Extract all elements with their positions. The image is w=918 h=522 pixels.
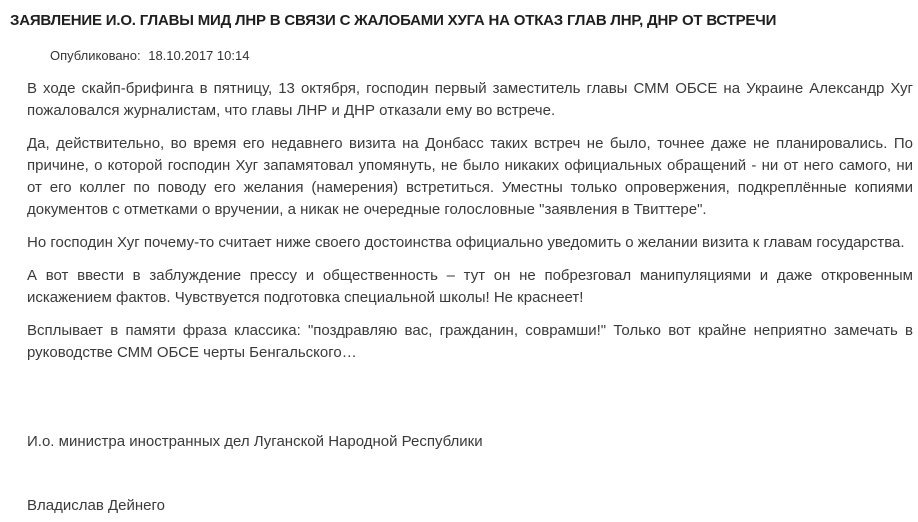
signature-role: И.о. министра иностранных дел Луганской Народной Республики bbox=[27, 433, 483, 450]
paragraph-2: Да, действительно, во время его недавнего визита на Донбасс таких встреч не было, точнее даже не планировались. По причине, о которой господин Хуг запамятовал упомянуть, не было никаких официальных обращений - ни от него самого, ни от его коллег по поводу его желания (намерения) встретиться. Уместны только опровержения, подкреплённые копиями документов с отметками о вручении, а никак не очередные голословные "заявления в Твиттере". bbox=[27, 135, 913, 218]
published-date: 18.10.2017 10:14 bbox=[148, 48, 250, 63]
paragraph-5: Всплывает в памяти фраза классика: "поздравляю вас, гражданин, соврамши!" Только вот крайне неприятно замечать в руководстве СММ ОБСЕ черты Бенгальского… bbox=[27, 322, 913, 361]
article-body bbox=[27, 78, 913, 375]
published-info bbox=[50, 48, 249, 63]
paragraph-1: В ходе скайп-брифинга в пятницу, 13 октября, господин первый заместитель главы СММ ОБСЕ на Украине Александр Хуг пожаловался журналистам, что главы ЛНР и ДНР отказали ему во встрече. bbox=[27, 80, 913, 119]
paragraph-3: Но господин Хуг почему-то считает ниже своего достоинства официально уведомить о желании визита к главам государства. bbox=[27, 234, 905, 251]
paragraph-4: А вот ввести в заблуждение прессу и общественность – тут он не побрезговал манипуляциями и даже откровенным искажением фактов. Чувствуется подготовка специальной школы! Не краснеет! bbox=[27, 267, 913, 306]
published-label: Опубликовано: bbox=[50, 48, 141, 63]
signature-name: Владислав Дейнего bbox=[27, 497, 165, 514]
article-title: ЗАЯВЛЕНИЕ И.О. ГЛАВЫ МИД ЛНР В СВЯЗИ С ЖАЛОБАМИ ХУГА НА ОТКАЗ ГЛАВ ЛНР, ДНР ОТ ВСТРЕЧИ bbox=[10, 12, 777, 29]
